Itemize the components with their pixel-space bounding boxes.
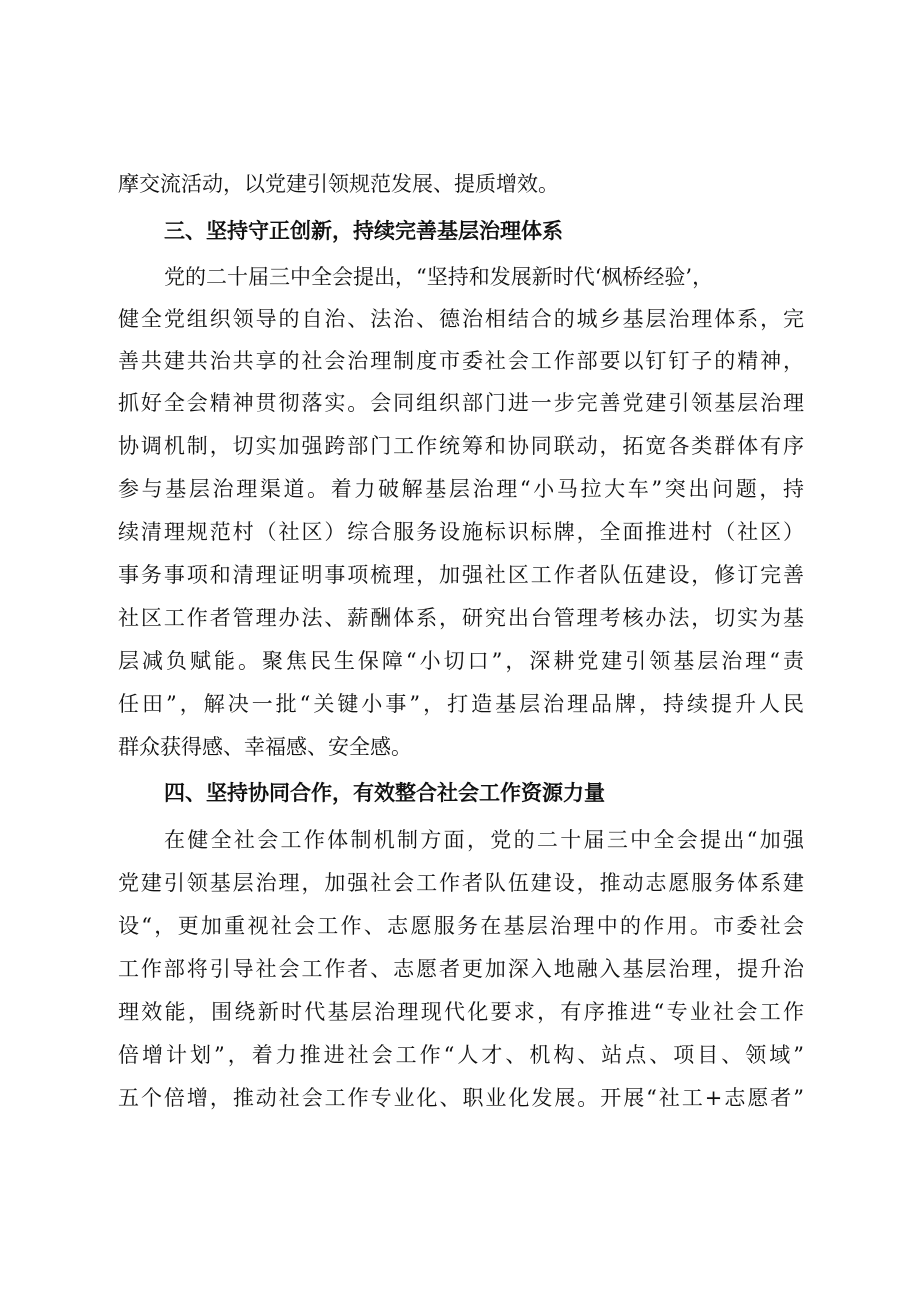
paragraph-line: 党的二十届三中全会提出，“坚持和发展新时代‘枫桥经验’，: [164, 265, 714, 289]
paragraph-line: 社区工作者管理办法、薪酬体系，研究出台管理考核办法，切实为基: [118, 606, 804, 630]
paragraph-line: 参与基层治理渠道。着力破解基层治理“小马拉大车”突出问题，持: [118, 477, 804, 501]
paragraph-line: 党建引领基层治理，加强社会工作者队伍建设，推动志愿服务体系建: [118, 871, 804, 895]
paragraph-line: 在健全社会工作体制机制方面，党的二十届三中全会提出“加强: [164, 828, 804, 852]
paragraph-line: 设“，更加重视社会工作、志愿服务在基层治理中的作用。市委社会: [118, 914, 804, 938]
paragraph-line: 事务事项和清理证明事项梳理，加强社区工作者队伍建设，修订完善: [118, 563, 804, 587]
paragraph-line: 摩交流活动，以党建引领规范发展、提质增效。: [118, 172, 559, 196]
paragraph-line: 工作部将引导社会工作者、志愿者更加深入地融入基层治理，提升治: [118, 957, 804, 981]
paragraph-line: 理效能，围绕新时代基层治理现代化要求，有序推进“专业社会工作: [118, 1000, 804, 1024]
paragraph-line: 五个倍增，推动社会工作专业化、职业化发展。开展“社工+志愿者”: [118, 1086, 804, 1110]
paragraph-line: 倍增计划”，着力推进社会工作“人才、机构、站点、项目、领域”: [118, 1043, 804, 1067]
paragraph-line: 群众获得感、幸福感、安全感。: [118, 735, 412, 759]
section-heading-3: 三、坚持守正创新，持续完善基层治理体系: [164, 219, 563, 243]
section-heading-4: 四、坚持协同合作，有效整合社会工作资源力量: [164, 781, 605, 805]
paragraph-line: 层减负赋能。聚焦民生保障“小切口”，深耕党建引领基层治理“责: [118, 649, 804, 673]
paragraph-line: 任田”，解决一批“关键小事”，打造基层治理品牌，持续提升人民: [118, 692, 804, 716]
paragraph-line: 续清理规范村（社区）综合服务设施标识标牌，全面推进村（社区）: [118, 520, 804, 544]
paragraph-line: 健全党组织领导的自治、法治、德治相结合的城乡基层治理体系，完: [118, 307, 804, 331]
paragraph-line: 协调机制，切实加强跨部门工作统筹和协同联动，拓宽各类群体有序: [118, 434, 804, 458]
paragraph-line: 善共建共治共享的社会治理制度市委社会工作部要以钉钉子的精神，: [118, 349, 804, 373]
paragraph-line: 抓好全会精神贯彻落实。会同组织部门进一步完善党建引领基层治理: [118, 391, 804, 415]
